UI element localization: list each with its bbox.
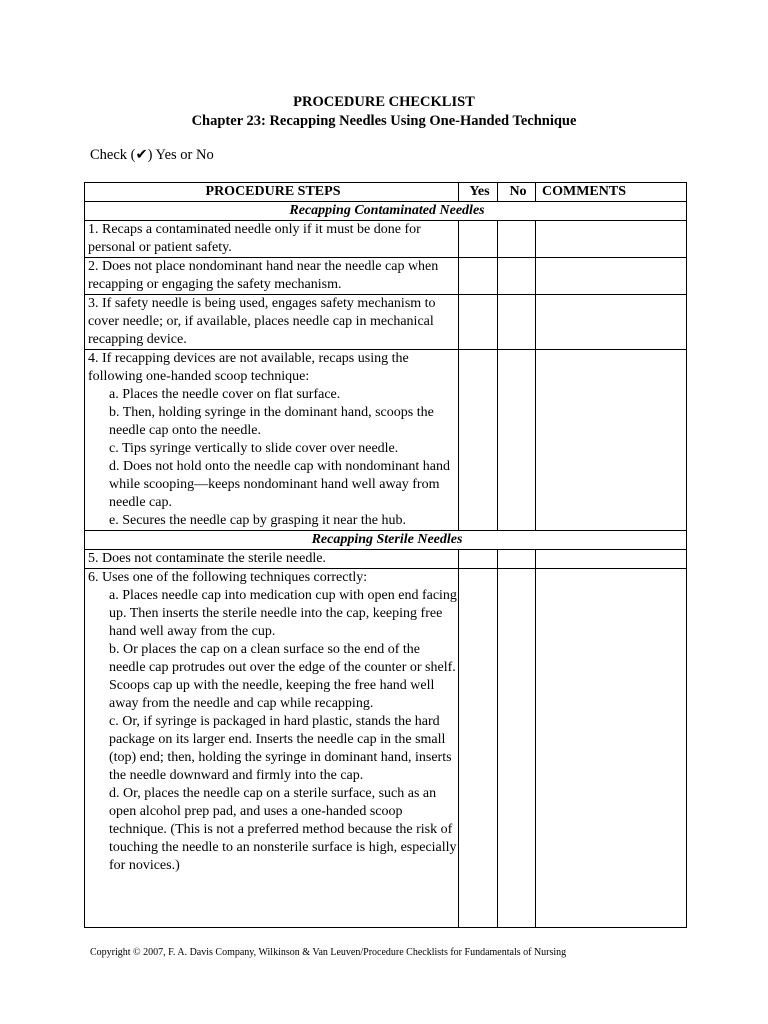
section-title: Recapping Sterile Needles: [85, 531, 687, 550]
step-row: [85, 221, 687, 258]
yes-checkbox-cell[interactable]: [459, 258, 498, 295]
yes-checkbox-cell[interactable]: [459, 221, 498, 258]
no-checkbox-cell[interactable]: [498, 295, 536, 350]
substep-text: a. Places the needle cover on flat surface.: [109, 387, 341, 402]
substep-text: d. Or, places the needle cap on a sterile surface, such as an open alcohol prep pad, and uses a one-handed scoop technique. (This is not a preferred method because the risk of touching the needle to an nonsterile surface is high, especially for novices.): [109, 786, 457, 873]
procedure-checklist-table: [84, 182, 687, 928]
substep-text: e. Secures the needle cap by grasping it near the hub.: [109, 513, 407, 528]
step-text: 6. Uses one of the following techniques correctly:: [88, 570, 368, 585]
section-row: [85, 531, 687, 550]
no-checkbox-cell[interactable]: [498, 258, 536, 295]
column-header-yes: Yes: [459, 183, 498, 202]
no-checkbox-cell[interactable]: [498, 221, 536, 258]
section-row: [85, 202, 687, 221]
step-row: [85, 550, 687, 569]
substep-text: b. Then, holding syringe in the dominant hand, scoops the needle cap onto the needle.: [109, 405, 434, 438]
yes-checkbox-cell[interactable]: [459, 550, 498, 569]
step-text: 4. If recapping devices are not available, recaps using the following one-handed scoop technique:: [88, 351, 409, 384]
yes-checkbox-cell[interactable]: [459, 350, 498, 531]
copyright-footer: Copyright © 2007, F. A. Davis Company, Wilkinson & Van Leuven/Procedure Checklists for Fundamentals of Nursing: [90, 947, 567, 958]
step-row: [85, 258, 687, 295]
yes-checkbox-cell[interactable]: [459, 295, 498, 350]
substep-text: b. Or places the cap on a clean surface so the end of the needle cap protrudes out over the edge of the counter or shelf. Scoops cap up with the needle, keeping the free hand well away from the needle and cap while recapping.: [109, 642, 456, 711]
section-title: Recapping Contaminated Needles: [85, 202, 687, 221]
step-text: 1. Recaps a contaminated needle only if it must be done for personal or patient safety.: [88, 222, 421, 255]
no-checkbox-cell[interactable]: [498, 550, 536, 569]
step-cell: [85, 350, 459, 531]
comments-cell[interactable]: [536, 221, 687, 258]
comments-cell[interactable]: [536, 350, 687, 531]
comments-cell[interactable]: [536, 569, 687, 928]
step-row: [85, 569, 687, 928]
no-checkbox-cell[interactable]: [498, 350, 536, 531]
substep-text: d. Does not hold onto the needle cap with nondominant hand while scooping—keeps nondominant hand well away from needle cap.: [109, 459, 450, 510]
yes-checkbox-cell[interactable]: [459, 569, 498, 928]
check-instruction: Check (✔) Yes or No: [90, 147, 214, 163]
step-cell: [85, 221, 459, 258]
step-row: [85, 295, 687, 350]
comments-cell[interactable]: [536, 258, 687, 295]
comments-cell[interactable]: [536, 295, 687, 350]
no-checkbox-cell[interactable]: [498, 569, 536, 928]
column-header-comments: COMMENTS: [536, 183, 687, 202]
step-row: [85, 350, 687, 531]
page-subtitle: Chapter 23: Recapping Needles Using One-Handed Technique: [191, 113, 577, 129]
step-text: 2. Does not place nondominant hand near the needle cap when recapping or engaging the safety mechanism.: [88, 259, 439, 292]
table-header-row: [85, 183, 687, 202]
step-cell: [85, 295, 459, 350]
step-text: 3. If safety needle is being used, engages safety mechanism to cover needle; or, if available, places needle cap in mechanical recapping device.: [88, 296, 436, 347]
substep-text: a. Places needle cap into medication cup with open end facing up. Then inserts the sterile needle into the cap, keeping free hand well away from the cup.: [109, 588, 457, 639]
step-cell: [85, 258, 459, 295]
substep-text: c. Tips syringe vertically to slide cover over needle.: [109, 441, 399, 456]
column-header-no: No: [498, 183, 536, 202]
column-header-steps: PROCEDURE STEPS: [85, 183, 459, 202]
checklist-body: [85, 202, 687, 928]
comments-cell[interactable]: [536, 550, 687, 569]
step-cell: [85, 550, 459, 569]
step-text: 5. Does not contaminate the sterile needle.: [88, 551, 326, 566]
page-title: PROCEDURE CHECKLIST: [293, 94, 475, 110]
substep-text: c. Or, if syringe is packaged in hard plastic, stands the hard package on its larger end. Inserts the needle cap in the small (top) end; then, holding the syringe in dominant hand, inserts the needle downward and firmly into the cap.: [109, 714, 452, 783]
step-cell: [85, 569, 459, 928]
